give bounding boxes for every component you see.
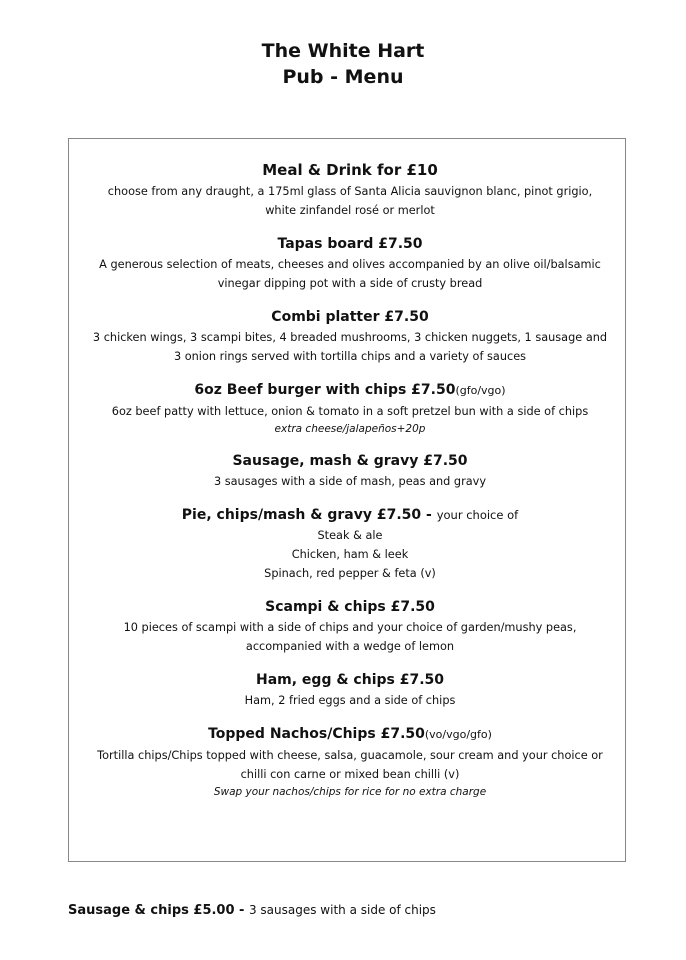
footer-item-name: Sausage & chips £5.00 - [68,903,249,918]
item-desc: 10 pieces of scampi with a side of chips and your choice of garden/mushy peas, [123,621,577,634]
item-desc: A generous selection of meats, cheeses and olives accompanied by an olive oil/balsamic [99,258,601,271]
item-title: Combi platter £7.50 [271,309,429,325]
menu-item-sausage-mash [56,450,644,491]
item-desc: 6oz beef patty with lettuce, onion & tomato in a soft pretzel bun with a side of chips [111,405,589,418]
menu-item-burger [56,379,644,437]
menu-item-scampi [56,596,644,656]
menu-item-combi [56,306,644,366]
item-aside: your choice of [436,508,519,522]
item-title: Scampi & chips £7.50 [265,599,435,615]
item-desc: vinegar dipping pot with a side of crusty bread [217,277,483,290]
menu-item-pie [56,504,644,583]
item-note: Swap your nachos/chips for rice for no extra charge [213,786,487,798]
pie-option: Steak & ale [317,529,383,542]
item-desc: 3 onion rings served with tortilla chips and a variety of sauces [173,350,527,363]
footer-item-desc: 3 sausages with a side of chips [248,903,436,917]
item-desc: Ham, 2 fried eggs and a side of chips [244,694,456,707]
dietary-options: (vo/vgo/gfo) [424,728,492,741]
menu-item-meal-drink [56,158,644,220]
item-desc: 3 sausages with a side of mash, peas and gravy [213,475,487,488]
menu-title [0,38,686,90]
item-title: Meal & Drink for £10 [262,161,438,179]
item-desc: accompanied with a wedge of lemon [245,640,455,653]
item-title: Ham, egg & chips £7.50 [255,672,444,688]
item-title: Sausage, mash & gravy £7.50 [232,453,468,469]
item-desc: 3 chicken wings, 3 scampi bites, 4 breaded mushrooms, 3 chicken nuggets, 1 sausage and [92,331,608,344]
item-title [56,379,644,402]
menu-item-tapas [56,233,644,293]
menu-item-nachos [56,723,644,800]
item-desc: choose from any draught, a 175ml glass of Santa Alicia sauvignon blanc, pinot grigio, [107,185,593,198]
item-title: Tapas board £7.50 [277,236,423,252]
pie-option: Chicken, ham & leek [291,548,409,561]
menu-items [56,158,644,813]
item-name: 6oz Beef burger with chips £7.50 [194,382,456,398]
menu-subtitle: Pub - Menu [282,66,404,88]
pub-name: The White Hart [261,40,425,62]
item-desc: chilli con carne or mixed bean chilli (v) [240,768,460,781]
item-note: extra cheese/jalapeños+20p [274,423,426,435]
item-title [56,723,644,746]
dietary-options: (gfo/vgo) [455,384,506,397]
item-title [56,504,644,526]
item-name: Topped Nachos/Chips £7.50 [208,726,425,742]
footer-item [68,901,436,920]
item-desc: white zinfandel rosé or merlot [265,204,435,217]
item-name: Pie, chips/mash & gravy £7.50 - [181,507,437,523]
item-desc: Tortilla chips/Chips topped with cheese, salsa, guacamole, sour cream and your choice or [97,749,603,762]
menu-item-ham-egg [56,669,644,710]
pie-option: Spinach, red pepper & feta (v) [264,567,436,580]
